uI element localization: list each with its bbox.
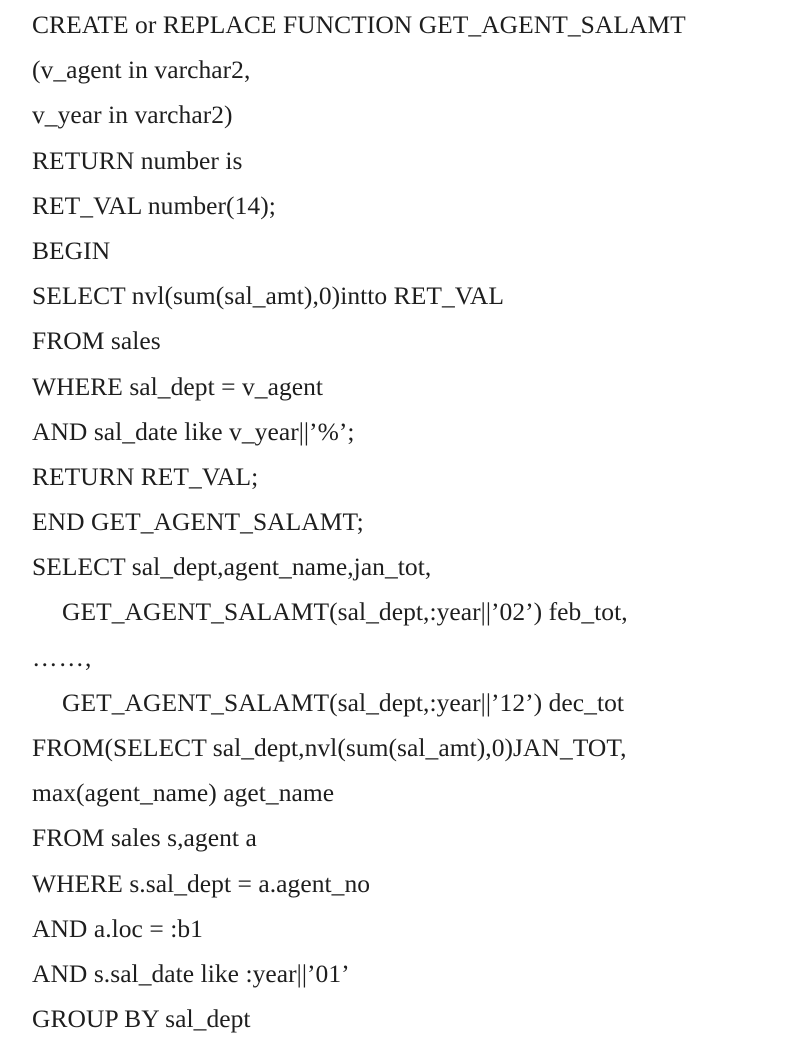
code-line: GET_AGENT_SALAMT(sal_dept,:year||’12’) dec_tot: [62, 687, 625, 717]
code-line: END GET_AGENT_SALAMT;: [32, 507, 364, 537]
code-line: RETURN RET_VAL;: [32, 461, 259, 491]
code-line: v_year in varchar2): [32, 100, 233, 130]
code-line: RETURN number is: [32, 145, 243, 175]
code-line: RET_VAL number(14);: [32, 190, 276, 220]
code-line: WHERE sal_dept = v_agent: [32, 371, 324, 401]
code-line: GROUP BY sal_dept: [32, 1004, 251, 1034]
code-line: WHERE s.sal_dept = a.agent_no: [32, 868, 371, 898]
code-line: max(agent_name) aget_name: [32, 778, 335, 808]
code-line: SELECT sal_dept,agent_name,jan_tot,: [32, 552, 432, 582]
code-line: AND sal_date like v_year||’%’;: [32, 416, 355, 446]
code-line: CREATE or REPLACE FUNCTION GET_AGENT_SALAMT: [32, 10, 686, 39]
code-line: BEGIN: [32, 235, 111, 265]
code-line: AND a.loc = :b1: [32, 913, 203, 943]
code-line: FROM sales s,agent a: [32, 823, 257, 853]
code-line: (v_agent in varchar2,: [32, 55, 251, 85]
code-line: GET_AGENT_SALAMT(sal_dept,:year||’02’) feb_tot,: [62, 597, 628, 627]
code-line: FROM(SELECT sal_dept,nvl(sum(sal_amt),0)JAN_TOT,: [32, 733, 627, 762]
code-line: AND s.sal_date like :year||’01’: [32, 958, 350, 988]
code-line: ……,: [32, 642, 93, 672]
code-line: SELECT nvl(sum(sal_amt),0)intto RET_VAL: [32, 281, 505, 311]
code-line: FROM sales: [32, 326, 161, 356]
